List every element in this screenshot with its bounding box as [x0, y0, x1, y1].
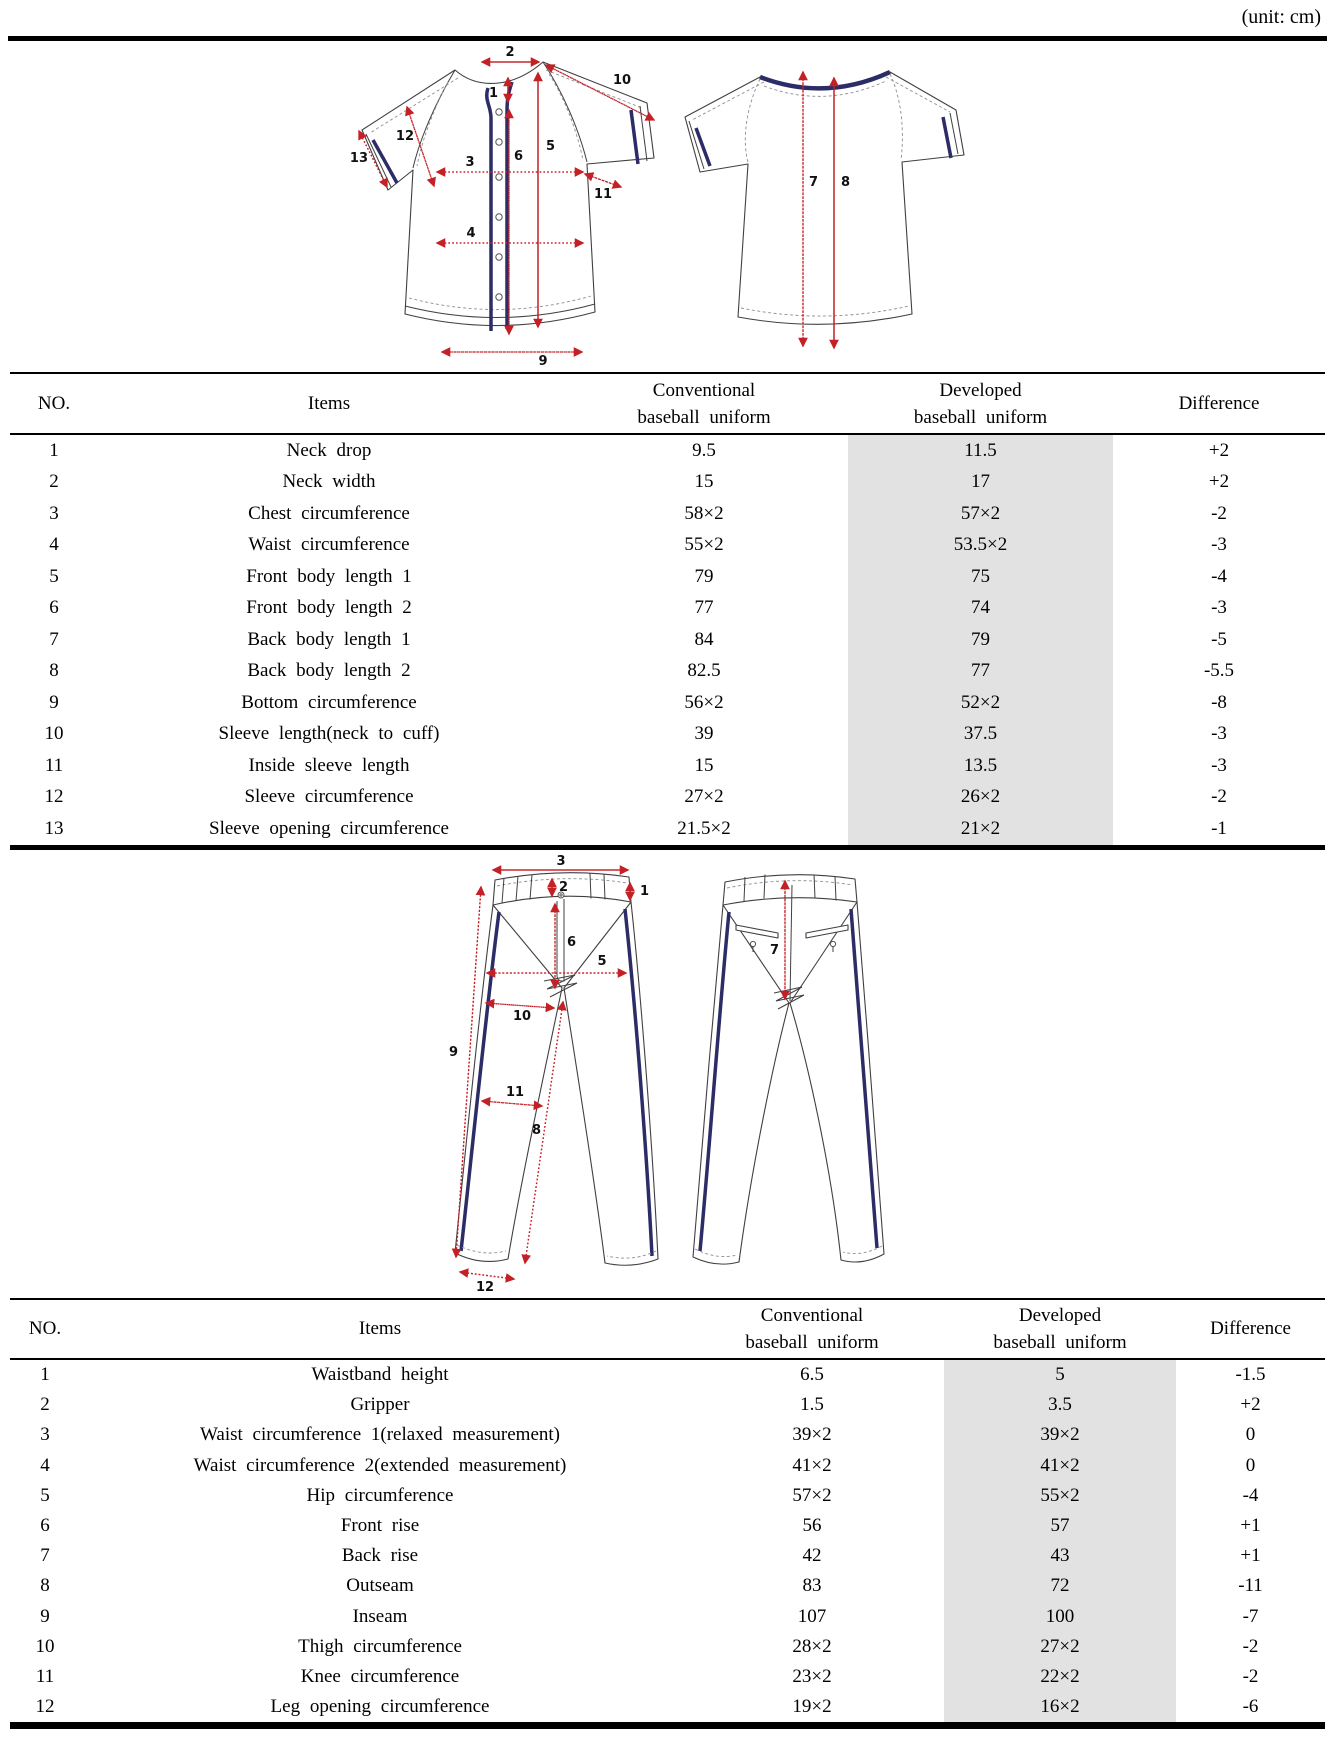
cell-difference: -5	[1211, 628, 1227, 650]
table-row	[10, 1390, 1325, 1420]
cell-item: Neck width	[282, 471, 376, 493]
cell-no: 9	[49, 691, 59, 713]
cell-developed: 11.5	[848, 434, 1113, 467]
cell-item: Front body length 1	[246, 565, 412, 587]
cell-item: Bottom circumference	[241, 691, 417, 713]
col-header-items: Items	[358, 1318, 402, 1339]
cell-developed: 75	[848, 561, 1113, 593]
cell-item: Sleeve length(neck to cuff)	[218, 723, 440, 745]
cell-no: 10	[44, 723, 64, 745]
cell-no: 11	[35, 1665, 55, 1687]
table-row	[10, 687, 1325, 719]
cell-conventional: 27×2	[684, 786, 724, 808]
cell-no: 2	[40, 1394, 50, 1416]
col-header-difference: Difference	[1210, 1318, 1291, 1339]
cell-no: 2	[49, 471, 59, 493]
cell-conventional: 58×2	[684, 502, 724, 524]
cell-no: 4	[40, 1454, 50, 1476]
jacket-technical-drawing	[298, 40, 970, 370]
dimension-label: 8	[531, 1123, 541, 1138]
cell-difference: -1	[1211, 817, 1227, 839]
cell-conventional: 39×2	[792, 1424, 832, 1446]
cell-no: 5	[40, 1484, 50, 1506]
dimension-label: 2	[505, 45, 515, 60]
pants-technical-drawing	[398, 855, 928, 1305]
col-header-items: Items	[307, 392, 351, 414]
cell-difference: +1	[1240, 1515, 1261, 1537]
cell-no: 1	[49, 439, 59, 461]
cell-no: 3	[40, 1424, 50, 1446]
dimension-label: 12	[475, 1280, 495, 1295]
cell-difference: -4	[1211, 565, 1227, 587]
cell-developed: 79	[848, 624, 1113, 656]
dimension-label: 11	[593, 187, 613, 202]
cell-developed: 57×2	[848, 498, 1113, 530]
pocket-button-icon	[830, 941, 835, 946]
cell-conventional: 42	[802, 1545, 822, 1567]
cell-developed: 52×2	[848, 687, 1113, 719]
cell-developed: 77	[848, 656, 1113, 688]
table-row	[10, 656, 1325, 688]
cell-difference: -2	[1242, 1665, 1259, 1687]
header-row	[10, 373, 1325, 434]
cell-item: Waist circumference 2(extended measurement)	[193, 1454, 567, 1476]
cell-developed: 55×2	[944, 1481, 1176, 1511]
dimension-label: 5	[597, 954, 607, 969]
cell-developed: 21×2	[848, 813, 1113, 847]
dimension-label: 10	[612, 73, 632, 88]
cell-conventional: 9.5	[692, 439, 716, 461]
jacket-back-view	[685, 72, 964, 348]
cell-conventional: 55×2	[684, 534, 724, 556]
cell-conventional: 6.5	[800, 1364, 824, 1386]
cell-conventional: 77	[694, 597, 714, 619]
dimension-label: 9	[448, 1045, 458, 1060]
cell-conventional: 83	[802, 1575, 822, 1597]
table-row	[10, 593, 1325, 625]
cell-no: 8	[49, 660, 59, 682]
dimension-label: 1	[488, 86, 498, 101]
cell-difference: -3	[1211, 597, 1227, 619]
cell-no: 9	[40, 1605, 50, 1627]
button-icon	[496, 214, 502, 220]
unit-label: (unit: cm)	[1241, 6, 1321, 28]
cell-difference: -6	[1242, 1696, 1259, 1718]
cell-conventional: 41×2	[792, 1454, 832, 1476]
cell-developed: 22×2	[944, 1662, 1176, 1692]
cell-item: Inside sleeve length	[248, 754, 410, 776]
cell-no: 3	[49, 502, 59, 524]
col-header-developed: Developed baseball uniform	[993, 1305, 1127, 1353]
cell-item: Chest circumference	[248, 502, 410, 524]
cell-developed: 57	[944, 1511, 1176, 1541]
dimension-label: 7	[769, 943, 779, 958]
col-header-difference: Difference	[1178, 392, 1260, 414]
table-row	[10, 1451, 1325, 1481]
cell-conventional: 57×2	[792, 1484, 832, 1506]
cell-item: Front body length 2	[246, 597, 412, 619]
cell-conventional: 84	[694, 628, 714, 650]
dimension-label: 12	[395, 129, 414, 144]
table-row	[10, 1602, 1325, 1632]
button-icon	[496, 174, 502, 180]
cell-no: 10	[35, 1635, 55, 1657]
table-row	[10, 1662, 1325, 1692]
cell-developed: 17	[848, 467, 1113, 499]
cell-developed: 74	[848, 593, 1113, 625]
cell-item: Thigh circumference	[298, 1635, 462, 1657]
dimension-label: 1	[640, 884, 650, 899]
cell-difference: -11	[1238, 1575, 1263, 1597]
cell-difference: -3	[1211, 754, 1227, 776]
cell-item: Back rise	[341, 1545, 419, 1567]
cell-item: Gripper	[350, 1394, 410, 1416]
cell-difference: +2	[1240, 1394, 1261, 1416]
cell-difference: +1	[1240, 1545, 1261, 1567]
cell-developed: 43	[944, 1541, 1176, 1571]
dimension-label: 7	[809, 175, 819, 190]
cell-difference: +2	[1208, 471, 1230, 493]
cell-developed: 37.5	[848, 719, 1113, 751]
cell-difference: -2	[1242, 1635, 1259, 1657]
cell-no: 5	[49, 565, 59, 587]
table-row	[10, 498, 1325, 530]
jacket-size-table	[10, 372, 1325, 850]
cell-item: Neck drop	[286, 439, 372, 461]
cell-developed: 53.5×2	[848, 530, 1113, 562]
cell-conventional: 28×2	[792, 1635, 832, 1657]
dimension-label: 10	[512, 1009, 532, 1024]
cell-difference: +2	[1208, 439, 1230, 461]
dimension-label: 5	[546, 139, 556, 154]
cell-no: 13	[44, 817, 64, 839]
cell-item: Outseam	[346, 1575, 414, 1597]
table-row	[10, 750, 1325, 782]
button-icon	[496, 254, 502, 260]
cell-no: 8	[40, 1575, 50, 1597]
pants-front-view	[449, 854, 658, 1295]
cell-item: Sleeve opening circumference	[209, 817, 449, 839]
cell-item: Back body length 1	[247, 628, 411, 650]
cell-difference: 0	[1245, 1454, 1256, 1476]
cell-developed: 16×2	[944, 1692, 1176, 1726]
dimension-label: 3	[465, 155, 475, 170]
cell-difference: -2	[1211, 786, 1227, 808]
cell-difference: -4	[1242, 1484, 1259, 1506]
cell-conventional: 39	[694, 723, 714, 745]
table-row	[10, 719, 1325, 751]
table-row	[10, 624, 1325, 656]
table-row	[10, 1481, 1325, 1511]
table-row	[10, 1420, 1325, 1450]
table-row	[10, 467, 1325, 499]
cell-difference: -7	[1242, 1605, 1259, 1627]
table-row	[10, 1632, 1325, 1662]
cell-item: Sleeve circumference	[244, 786, 414, 808]
cell-conventional: 23×2	[792, 1665, 832, 1687]
table-row	[10, 1541, 1325, 1571]
cell-conventional: 15	[694, 754, 714, 776]
cell-item: Inseam	[352, 1605, 408, 1627]
dimension-label: 13	[349, 151, 368, 166]
cell-no: 6	[49, 597, 59, 619]
pants-size-table	[10, 1298, 1325, 1729]
cell-no: 12	[35, 1696, 55, 1718]
cell-no: 12	[44, 786, 64, 808]
col-header-no: NO.	[28, 1318, 62, 1339]
cell-conventional: 19×2	[792, 1696, 832, 1718]
table-row	[10, 1359, 1325, 1390]
cell-conventional: 79	[694, 565, 714, 587]
dimension-label: 4	[466, 226, 476, 241]
cell-developed: 13.5	[848, 750, 1113, 782]
cell-developed: 27×2	[944, 1632, 1176, 1662]
cell-item: Knee circumference	[300, 1665, 460, 1687]
cell-conventional: 1.5	[800, 1394, 824, 1416]
cell-developed: 41×2	[944, 1451, 1176, 1481]
cell-difference: -1.5	[1235, 1364, 1266, 1386]
cell-developed: 3.5	[944, 1390, 1176, 1420]
cell-item: Waist circumference	[248, 534, 410, 556]
table-row	[10, 782, 1325, 814]
cell-no: 6	[40, 1515, 50, 1537]
cell-developed: 72	[944, 1571, 1176, 1601]
col-header-conventional: Conventional baseball uniform	[637, 379, 771, 428]
dimension-label: 6	[567, 935, 577, 950]
cell-item: Leg opening circumference	[270, 1696, 490, 1718]
header-row	[10, 1299, 1325, 1359]
pants-back-view	[693, 875, 884, 1265]
cell-developed: 5	[944, 1359, 1176, 1390]
dimension-label: 6	[514, 149, 524, 164]
dimension-label: 3	[556, 854, 566, 869]
cell-conventional: 15	[694, 471, 714, 493]
cell-item: Back body length 2	[247, 660, 411, 682]
dimension-label: 11	[505, 1085, 525, 1100]
cell-conventional: 21.5×2	[677, 817, 731, 839]
cell-no: 4	[49, 534, 59, 556]
cell-item: Front rise	[340, 1515, 420, 1537]
cell-difference: -8	[1211, 691, 1227, 713]
cell-item: Waist circumference 1(relaxed measurement)	[199, 1424, 561, 1446]
cell-conventional: 56×2	[684, 691, 724, 713]
cell-no: 1	[40, 1364, 50, 1386]
cell-developed: 39×2	[944, 1420, 1176, 1450]
col-header-developed: Developed baseball uniform	[913, 379, 1048, 428]
col-header-no: NO.	[37, 392, 71, 414]
table-row	[10, 434, 1325, 467]
cell-conventional: 107	[797, 1605, 827, 1627]
button-icon	[496, 294, 502, 300]
table-row	[10, 561, 1325, 593]
table-row	[10, 1692, 1325, 1726]
cell-difference: -3	[1211, 534, 1227, 556]
cell-item: Waistband height	[311, 1364, 449, 1386]
jacket-front-view	[350, 45, 654, 369]
cell-difference: -3	[1211, 723, 1227, 745]
cell-difference: -5.5	[1203, 660, 1235, 682]
cell-difference: -2	[1211, 502, 1227, 524]
pocket-button-icon	[750, 941, 755, 946]
dimension-label: 8	[841, 175, 851, 190]
button-icon	[496, 109, 502, 115]
dimension-label: 2	[559, 880, 569, 895]
cell-no: 7	[40, 1545, 50, 1567]
col-header-conventional: Conventional baseball uniform	[745, 1305, 879, 1353]
table-row	[10, 813, 1325, 847]
cell-conventional: 56	[802, 1515, 822, 1537]
cell-no: 7	[49, 628, 59, 650]
table-row	[10, 1571, 1325, 1601]
cell-conventional: 82.5	[687, 660, 721, 682]
cell-developed: 26×2	[848, 782, 1113, 814]
dimension-label: 9	[538, 354, 548, 369]
button-icon	[496, 139, 502, 145]
cell-no: 11	[44, 754, 64, 776]
table-row	[10, 1511, 1325, 1541]
cell-developed: 100	[944, 1602, 1176, 1632]
cell-difference: 0	[1245, 1424, 1256, 1446]
cell-item: Hip circumference	[306, 1484, 454, 1506]
table-row	[10, 530, 1325, 562]
